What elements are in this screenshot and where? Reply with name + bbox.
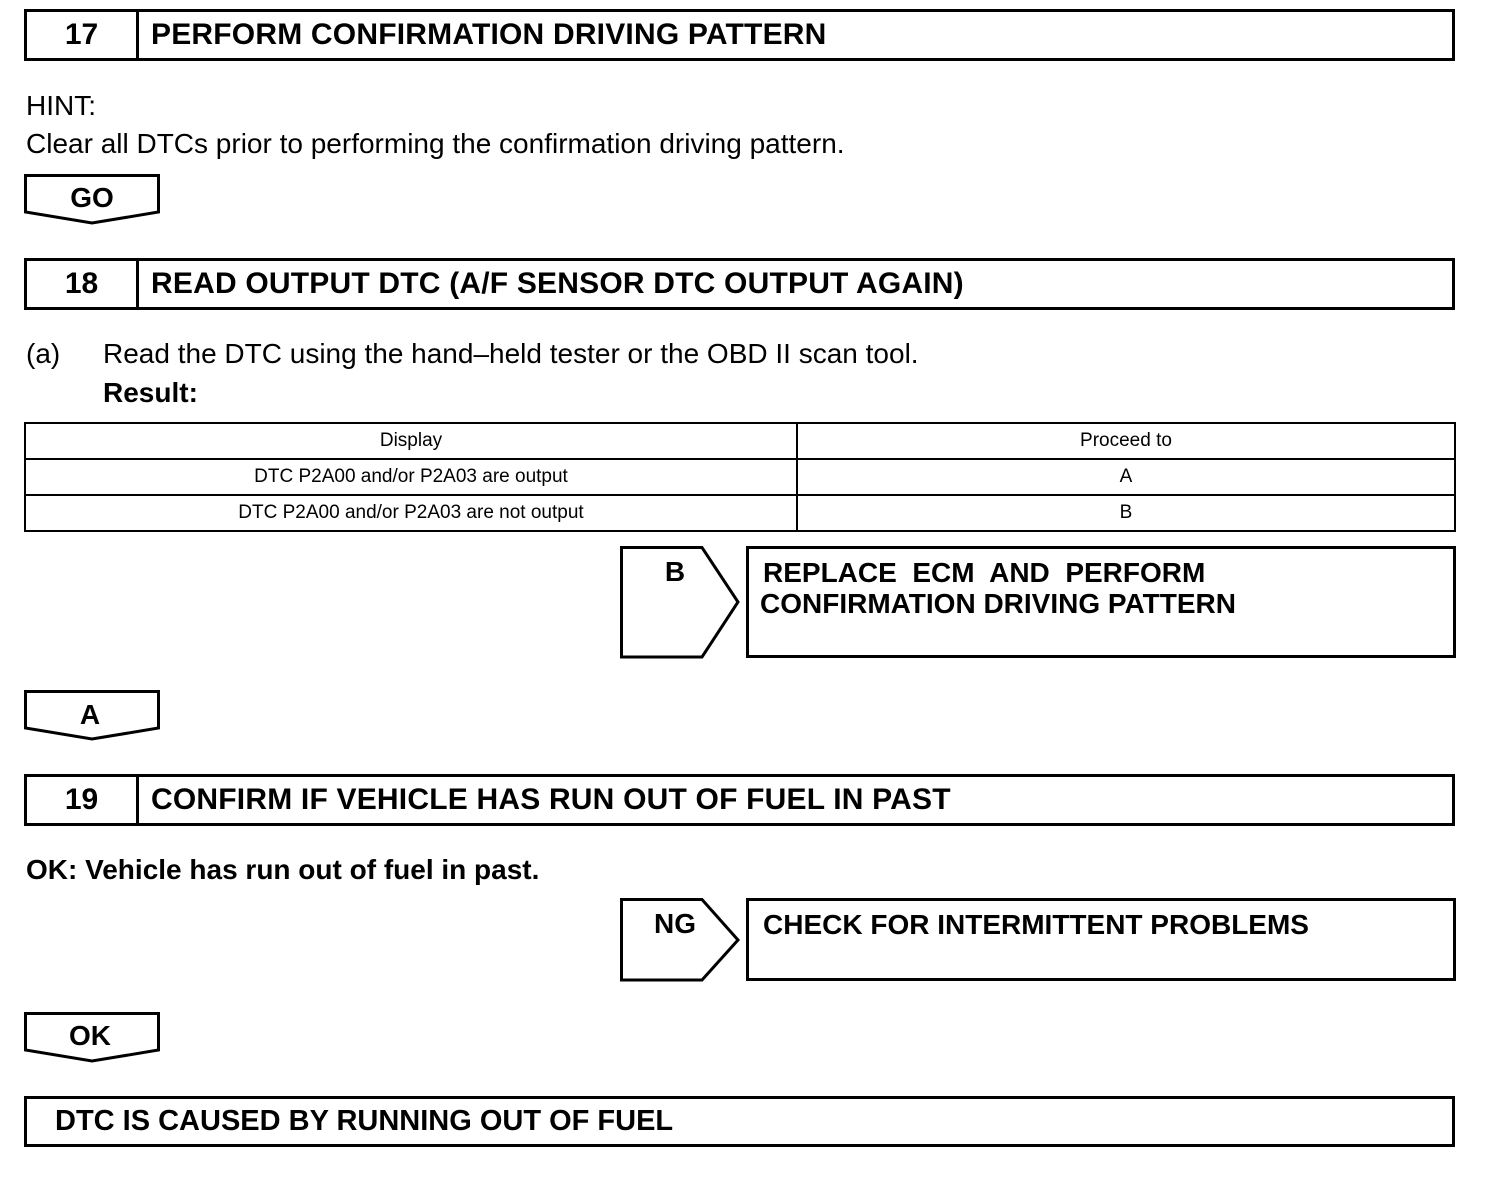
hint-label: HINT: [26,90,96,121]
branch-b-label: B [664,556,686,587]
instruction-text: Read the DTC using the hand–held tester or the OBD II scan tool. [103,338,919,369]
step-19-header [24,774,1455,826]
step-17-header [24,9,1455,61]
table-header-proceed: Proceed to [797,423,1455,459]
final-conclusion-box [24,1096,1455,1147]
final-conclusion-text: DTC IS CAUSED BY RUNNING OUT OF FUEL [55,1105,674,1137]
table-row [25,459,1455,495]
result-table [24,422,1456,532]
branch-ng-action-box [746,898,1456,981]
step-number: 18 [27,261,139,307]
branch-b-action-line2: CONFIRMATION DRIVING PATTERN [760,588,1236,619]
branch-b-action-line1: REPLACE ECM AND PERFORM [763,557,1206,588]
table-cell-proceed: A [797,459,1455,495]
table-cell-display: DTC P2A00 and/or P2A03 are not output [25,495,797,531]
step-18-header [24,258,1455,310]
step-title: CONFIRM IF VEHICLE HAS RUN OUT OF FUEL IN PAST [151,783,951,816]
table-header-row [25,423,1455,459]
result-label: Result: [103,377,198,408]
ok-tab-label: OK [69,1020,111,1051]
table-cell-proceed: B [797,495,1455,531]
branch-ng-label: NG [654,908,696,939]
go-tab-label: GO [70,182,114,213]
instruction-marker: (a) [26,338,61,369]
branch-b-action-box [746,546,1456,658]
table-cell-display: DTC P2A00 and/or P2A03 are output [25,459,797,495]
step-title: PERFORM CONFIRMATION DRIVING PATTERN [151,18,827,51]
branch-ng-action-text: CHECK FOR INTERMITTENT PROBLEMS [763,909,1309,940]
ok-criteria: OK: Vehicle has run out of fuel in past. [26,854,540,885]
table-row [25,495,1455,531]
hint-text: Clear all DTCs prior to performing the confirmation driving pattern. [26,128,845,159]
a-tab-label: A [79,699,101,730]
step-number: 17 [27,12,139,58]
table-header-display: Display [25,423,797,459]
step-number: 19 [27,777,139,823]
step-title: READ OUTPUT DTC (A/F SENSOR DTC OUTPUT AGAIN) [151,267,964,300]
